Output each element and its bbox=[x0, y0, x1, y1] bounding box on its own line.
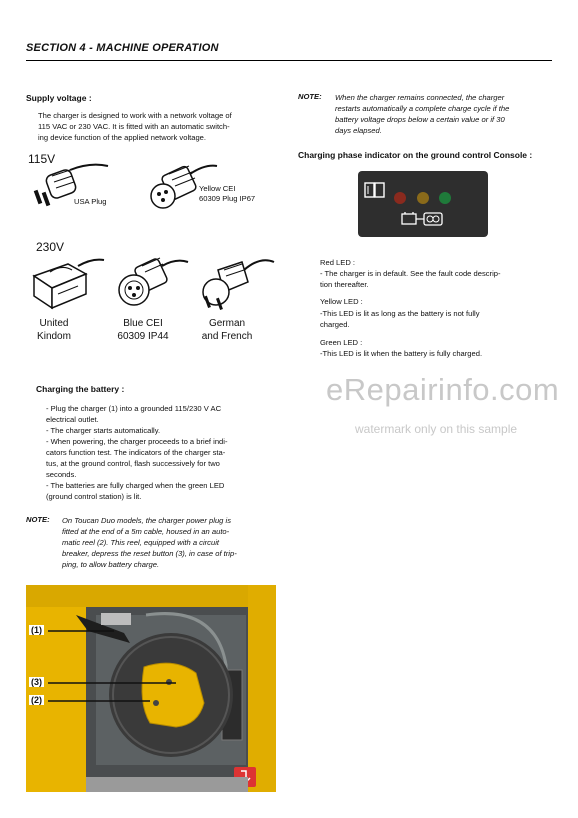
callout-2: (2) bbox=[31, 695, 42, 705]
yellow-led-text: -This LED is lit as long as the battery is not fully charged. bbox=[320, 309, 480, 329]
watermark-sub: watermark only on this sample bbox=[355, 422, 518, 436]
german-plug-icon bbox=[196, 250, 276, 312]
green-led bbox=[439, 192, 451, 204]
yellow-led-title: Yellow LED : bbox=[320, 297, 363, 306]
usa-plug-label: USA Plug bbox=[74, 197, 107, 206]
charging-battery-heading: Charging the battery : bbox=[36, 384, 125, 394]
voltage-115-label: 115V bbox=[28, 152, 56, 166]
ground-control-console bbox=[358, 171, 488, 237]
red-led bbox=[394, 192, 406, 204]
yellow-cei-plug-label: Yellow CEI 60309 Plug IP67 bbox=[199, 184, 256, 203]
green-led-title: Green LED : bbox=[320, 338, 363, 347]
charger-reel-photo bbox=[26, 585, 276, 792]
supply-voltage-text: The charger is designed to work with a network voltage of 115 VAC or 230 VAC. It is fitted with an automatic switch- ing device function of the applied network voltage. bbox=[38, 111, 232, 142]
callout-3: (3) bbox=[31, 677, 42, 687]
callout-1: (1) bbox=[31, 625, 42, 635]
red-led-text: - The charger is in default. See the fault code descrip- tion thereafter. bbox=[320, 269, 501, 289]
right-note-label: NOTE: bbox=[298, 92, 322, 101]
uk-plug-icon bbox=[28, 250, 108, 312]
right-note-text: When the charger remains connected, the charger restarts automatically a complete charge cycle if the battery voltage drops below a certain value or if 30 days elapsed. bbox=[335, 93, 510, 135]
blue-cei-plug-label: Blue CEI 60309 IP44 bbox=[117, 318, 169, 342]
blue-cei-plug-icon bbox=[110, 250, 190, 312]
callout-leader-lines bbox=[26, 585, 276, 792]
watermark-main: eRepairinfo.com bbox=[326, 372, 560, 407]
section-title: SECTION 4 - MACHINE OPERATION bbox=[26, 42, 219, 54]
header-rule bbox=[26, 60, 552, 61]
charging-note-label: NOTE: bbox=[26, 515, 50, 524]
yellow-led bbox=[417, 192, 429, 204]
voltage-230-label: 230V bbox=[36, 240, 65, 254]
red-led-title: Red LED : bbox=[320, 258, 356, 267]
indicator-heading: Charging phase indicator on the ground control Console : bbox=[298, 150, 533, 160]
battery-charger-icon bbox=[400, 209, 450, 229]
green-led-text: -This LED is lit when the battery is fully charged. bbox=[320, 349, 483, 358]
charging-battery-text: - Plug the charger (1) into a grounded 115/230 V AC electrical outlet. - The charger starts automatically. - When powering, the charger proceeds to a brief indi- cators function test. The indicators of the charger sta- tus, at the ground control, flash successively for two seconds. - The batteries are fully charged when the green LED (ground control station) is lit. bbox=[46, 404, 228, 501]
charging-note-text: On Toucan Duo models, the charger power plug is fitted at the end of a 5m cable, housed in an auto- matic reel (2). This reel, equipped with a circuit breaker, depress the reset button (3), in case of trip- ping, to allow battery charge. bbox=[62, 516, 237, 569]
manual-book-icon bbox=[364, 181, 386, 201]
uk-plug-label: United Kindom bbox=[37, 318, 71, 342]
supply-voltage-heading: Supply voltage : bbox=[26, 93, 92, 103]
german-plug-label: German and French bbox=[201, 318, 253, 342]
